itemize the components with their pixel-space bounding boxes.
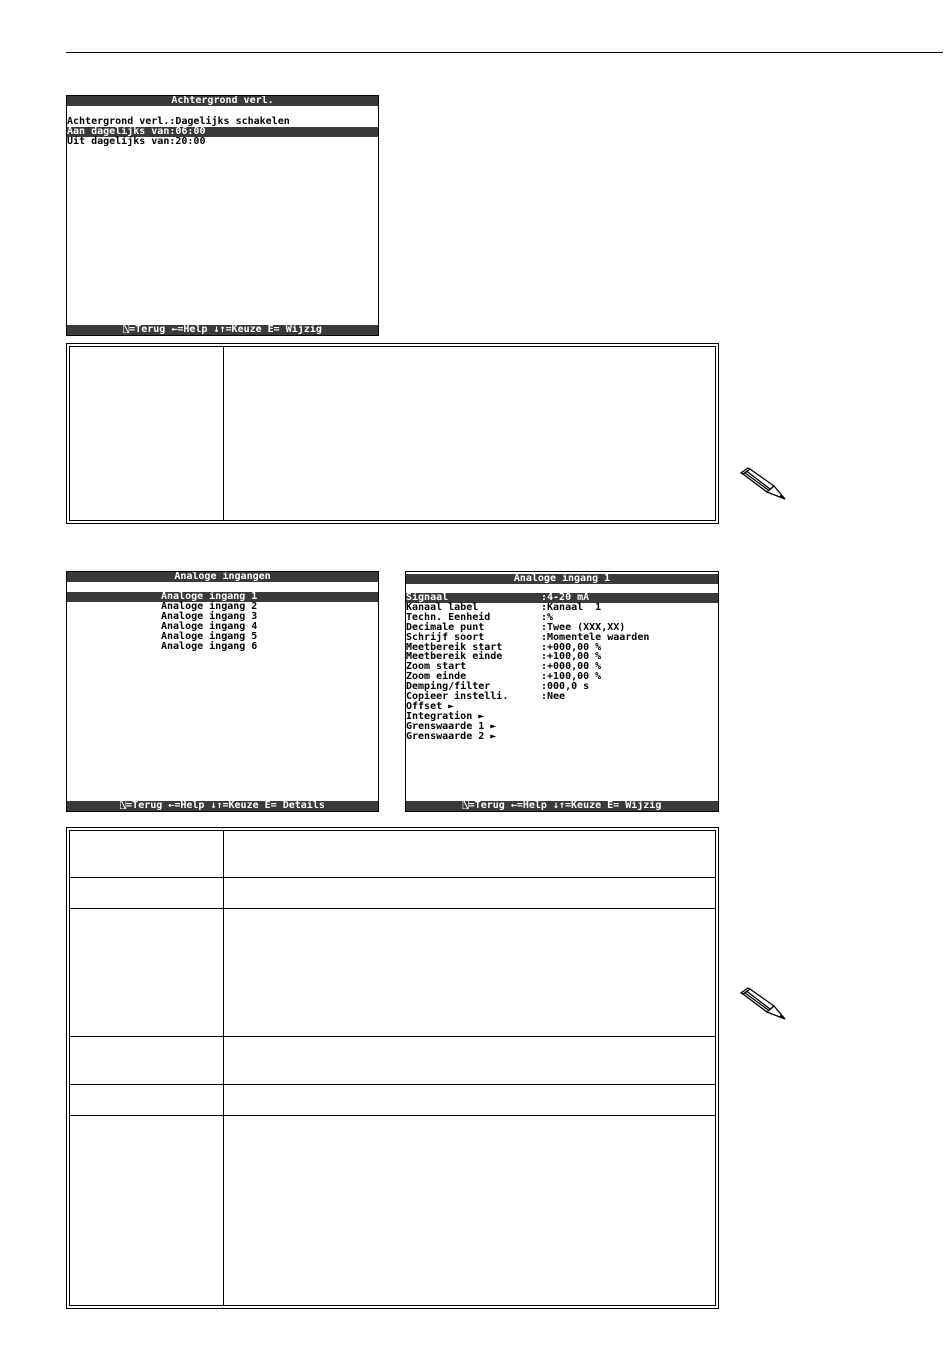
setting-value: :4-20 mA <box>541 592 590 603</box>
setting-label: Zoom start <box>406 661 467 673</box>
screen-line[interactable]: Analoge ingang 6 <box>161 641 258 652</box>
setting-label: Integration ► <box>406 710 485 722</box>
setting-label: Meetbereik einde <box>406 651 503 663</box>
display-screen-background-lighting <box>66 95 379 336</box>
screen-line[interactable]: Analoge ingang 3 <box>161 611 258 622</box>
screen-title: Achtergrond verl. <box>67 96 378 106</box>
description-table-1 <box>66 343 719 524</box>
setting-label: Kanaal label <box>406 601 479 613</box>
setting-label: Demping/filter <box>406 681 491 693</box>
setting-label: Offset ► <box>406 700 455 712</box>
setting-value: :+100,00 % <box>541 671 602 683</box>
setting-value: :+000,00 % <box>541 661 602 673</box>
setting-label: Grenswaarde 1 ► <box>406 720 497 732</box>
setting-value: :% <box>541 611 554 623</box>
setting-value: :Momentele waarden <box>541 631 650 643</box>
screen-line-selected[interactable]: Aan dagelijks van:06:00 <box>67 127 378 137</box>
setting-row[interactable] <box>406 732 718 742</box>
screen-line[interactable]: Analoge ingang 4 <box>161 621 258 632</box>
screen-footer-keys: ⍂=Terug ←=Help ↓↑=Keuze E= Wijzig <box>406 801 718 811</box>
setting-value: :+000,00 % <box>541 641 602 653</box>
description-table-2 <box>66 827 719 1309</box>
display-screen-analog-inputs <box>66 571 379 812</box>
screen-line[interactable]: Achtergrond verl.:Dagelijks schakelen <box>67 116 290 127</box>
screen-line[interactable]: Analoge ingang 2 <box>161 601 258 612</box>
setting-label: Decimale punt <box>406 621 485 633</box>
setting-label: Signaal <box>406 592 449 603</box>
display-screen-analog-input-1 <box>405 571 719 812</box>
setting-label: Grenswaarde 2 ► <box>406 730 497 742</box>
setting-value: :000,0 s <box>541 681 590 693</box>
setting-value: :Kanaal 1 <box>541 601 602 613</box>
screen-footer-keys: ⍂=Terug ←=Help ↓↑=Keuze E= Wijzig <box>67 325 378 335</box>
setting-label: Zoom einde <box>406 671 467 683</box>
screen-line[interactable]: Uit dagelijks van:20:00 <box>67 136 206 147</box>
screen-title: Analoge ingang 1 <box>406 574 718 584</box>
screen-title: Analoge ingangen <box>67 572 378 582</box>
setting-label: Schrijf soort <box>406 631 485 643</box>
screen-footer-keys: ⍂=Terug ←=Help ↓↑=Keuze E= Details <box>67 801 378 811</box>
setting-label: Copieer instelli. <box>406 691 509 702</box>
note-pencil-icon <box>740 986 788 1022</box>
setting-value: :Nee <box>541 691 566 702</box>
page-top-rule <box>66 52 943 53</box>
setting-value: :Twee (XXX,XX) <box>541 621 626 633</box>
note-pencil-icon <box>740 466 788 502</box>
screen-line[interactable]: Analoge ingang 5 <box>161 631 258 642</box>
setting-value: :+100,00 % <box>541 651 602 663</box>
screen-line-selected[interactable]: Analoge ingang 1 <box>67 592 378 602</box>
setting-label: Techn. Eenheid <box>406 611 491 623</box>
setting-label: Meetbereik start <box>406 641 503 653</box>
